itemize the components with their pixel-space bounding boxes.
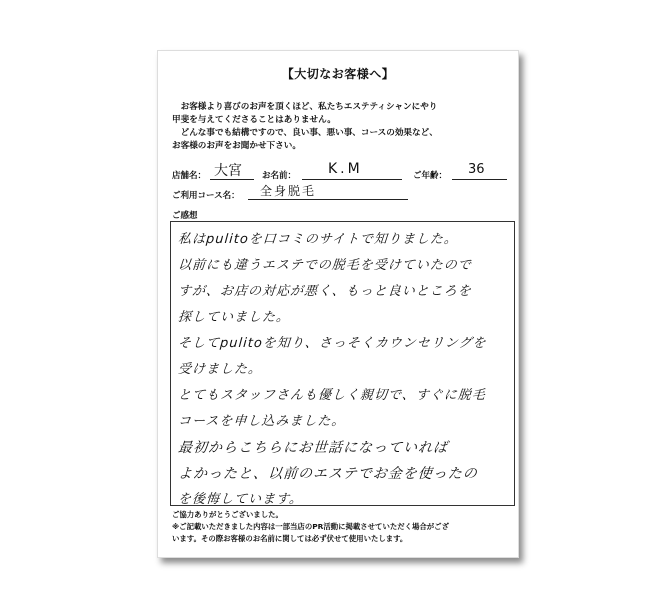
- name-label: お名前：: [262, 171, 297, 181]
- intro-line: 甲斐を与えてくださることはありません。: [172, 115, 336, 125]
- footer-line: ご協力ありがとうございました。: [172, 510, 283, 519]
- footer-line: います。その際お客様のお名前に関しては必ず伏せて使用いたします。: [172, 534, 408, 543]
- comment-label: ご感想: [172, 211, 198, 221]
- intro-line: お客様より喜びのお声を頂くほど、私たちエステティシャンにやり: [172, 102, 438, 112]
- intro-line: お客様のお声をお聞かせ下さい。: [172, 141, 301, 151]
- course-underline: [248, 199, 408, 200]
- comment-line: 以前にも違うエステでの脱毛を受けていたので: [177, 258, 473, 273]
- course-value: 全身脱毛: [260, 184, 317, 198]
- footer-note: [172, 509, 512, 545]
- comment-line: 私はpulitoを口コミのサイトで知りました。: [177, 232, 459, 247]
- intro-text: [172, 101, 507, 153]
- name-value: K.M: [328, 161, 363, 177]
- store-underline: [210, 179, 254, 180]
- card-title: 【大切なお客様へ】: [281, 67, 395, 81]
- store-label: 店舗名：: [172, 171, 207, 181]
- comment-line: すが、お店の対応が悪く、もっと良いところを: [177, 284, 473, 299]
- footer-line: ※ご記載いただきました内容は一部当店のPR活動に掲載させていただく場合がござ: [172, 522, 449, 531]
- store-value: 大宮: [214, 163, 242, 179]
- comment-line: 受けました。: [177, 362, 263, 377]
- age-underline: [452, 179, 507, 180]
- name-underline: [302, 179, 402, 180]
- course-label: ご利用コース名：: [172, 191, 240, 201]
- comment-line: そしてpulitoを知り、さっそくカウンセリングを: [177, 336, 488, 351]
- age-label: ご年齢：: [413, 171, 448, 181]
- comment-line: とてもスタッフさんも優しく親切で、すぐに脱毛: [177, 388, 487, 403]
- comment-text: [178, 227, 513, 513]
- comment-line: を後悔しています。: [177, 492, 304, 507]
- feedback-card: [157, 50, 519, 558]
- age-value: 36: [468, 162, 485, 177]
- comment-line: よかったと、以前のエステでお金を使ったの: [177, 466, 479, 482]
- intro-line: どんな事でも結構ですので、良い事、悪い事、コースの効果など、: [172, 128, 438, 138]
- comment-line: 探していました。: [177, 310, 291, 325]
- comment-line: 最初からこちらにお世話になっていれば: [177, 440, 449, 456]
- comment-line: コースを申し込みました。: [177, 414, 346, 429]
